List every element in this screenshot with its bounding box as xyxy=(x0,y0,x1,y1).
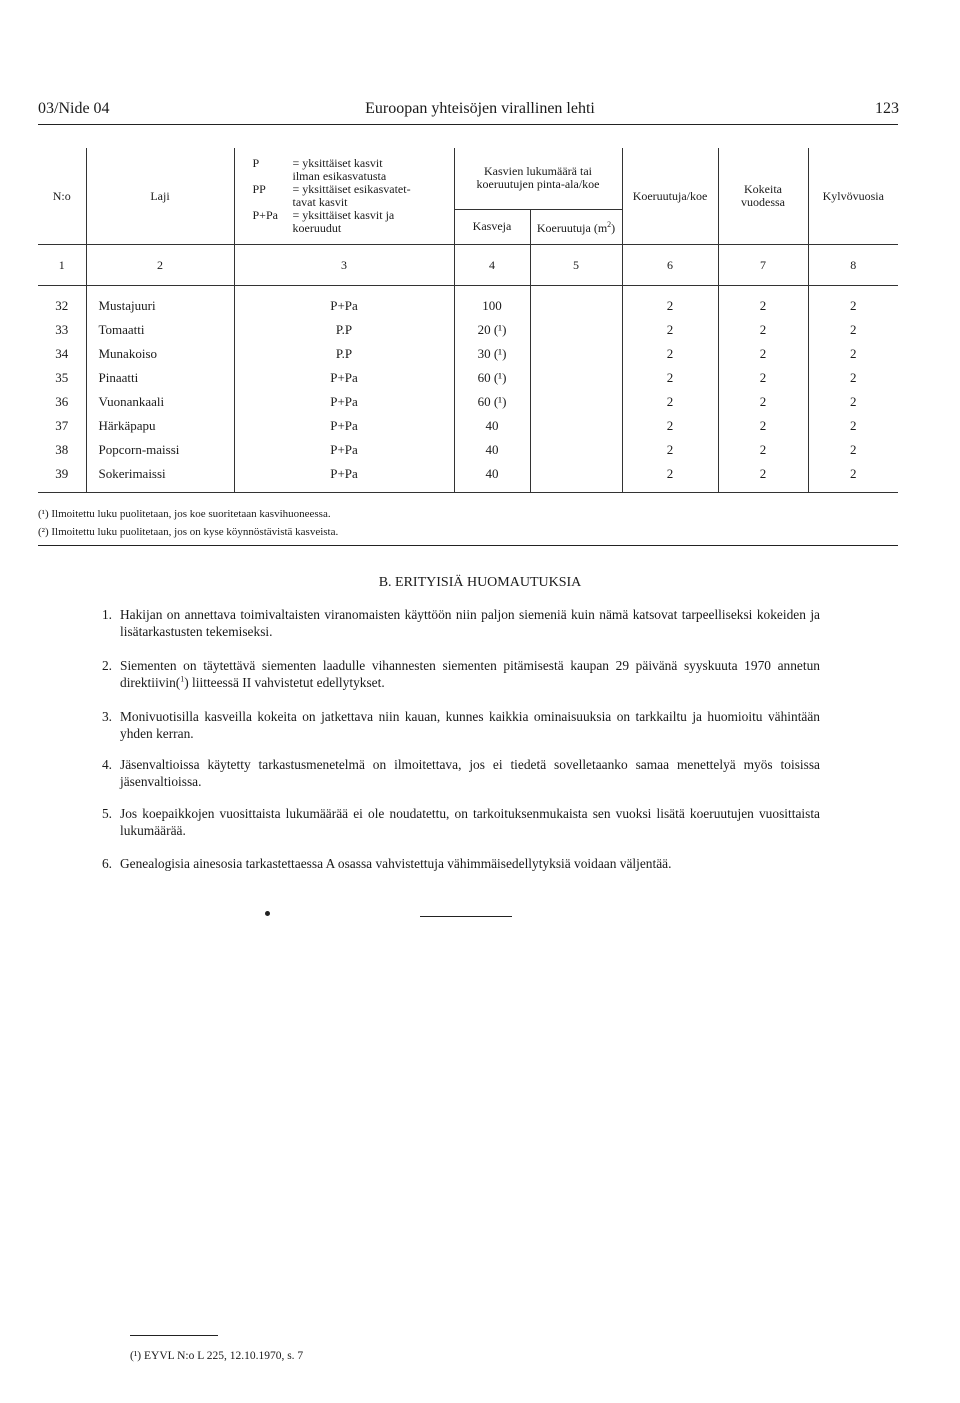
row-type: P+Pa xyxy=(234,366,454,390)
footnote-rule xyxy=(38,545,898,546)
row-kokeita: 2 xyxy=(718,414,808,438)
journal-title: Euroopan yhteisöjen virallinen lehti xyxy=(365,100,595,117)
row-kylvo: 2 xyxy=(808,390,898,414)
table-footnote-2: (²) Ilmoitettu luku puolitetaan, jos on kyse köynnöstävistä kasveista. xyxy=(38,526,339,538)
row-type: P+Pa xyxy=(234,414,454,438)
row-type: P+Pa xyxy=(234,286,454,319)
table-row xyxy=(38,366,898,390)
table-row xyxy=(38,318,898,342)
header-koeruutuja-m2: Koeruutuja $(m^2)$ xyxy=(530,209,622,244)
row-kasveja: 100 xyxy=(454,286,530,319)
header-kylvovuosia: Kylvövuosia xyxy=(808,148,898,245)
row-koeruutuja xyxy=(530,366,622,390)
paragraph: 5. Jos koepaikkojen vuosittaista lukumäärää ei ole noudatettu, on tarkoituksenmukaista sen vuoksi lisätä koeruutujen vuosittaista lukumäärää. xyxy=(101,806,820,838)
row-kylvo: 2 xyxy=(808,366,898,390)
end-rule xyxy=(420,916,512,917)
row-kokeita: 2 xyxy=(718,342,808,366)
row-no: 32 xyxy=(55,298,69,313)
row-no: 35 xyxy=(55,370,69,385)
bottom-footnote: (¹) EYVL N:o L 225, 12.10.1970, s. 7 xyxy=(130,1350,304,1362)
table-footnote-1: (¹) Ilmoitettu luku puolitetaan, jos koe suoritetaan kasvihuoneessa. xyxy=(38,508,331,520)
table-row xyxy=(38,438,898,462)
row-laji: Vuonankaali xyxy=(86,390,234,414)
row-per-koe: 2 xyxy=(622,318,718,342)
paragraph: 6. Genealogisia ainesosia tarkastettaessa A osassa vahvistettuja vähimmäisedellytyksiä voidaan väljentää. xyxy=(101,856,672,871)
row-kokeita: 2 xyxy=(718,438,808,462)
header-no: N:o xyxy=(52,188,71,203)
row-kylvo: 2 xyxy=(808,342,898,366)
row-kylvo: 2 xyxy=(808,462,898,493)
row-kokeita: 2 xyxy=(718,286,808,319)
row-koeruutuja xyxy=(530,462,622,493)
row-laji: Sokerimaissi xyxy=(86,462,234,493)
row-kylvo: 2 xyxy=(808,438,898,462)
paragraph: 4. Jäsenvaltioissa käytetty tarkastusmenetelmä on ilmoitettava, jos ei tiedetä sovelletaanko samaa menettelyä myös toisissa jäsenvaltioissa. xyxy=(101,757,820,789)
table-row xyxy=(38,390,898,414)
row-per-koe: 2 xyxy=(622,462,718,493)
row-per-koe: 2 xyxy=(622,414,718,438)
col-number: 5 xyxy=(530,245,622,286)
table-row xyxy=(38,462,898,493)
row-koeruutuja xyxy=(530,342,622,366)
legend-line: koeruudut xyxy=(292,221,342,235)
row-no: 36 xyxy=(55,394,69,409)
paragraph: 3. Monivuotisilla kasveilla kokeita on jatkettava niin kauan, kunnes kaikkia ominaisuuksia on tarkkailtu ja huomioitu vähintään yhden kerran. xyxy=(101,709,820,741)
legend-line: ilman esikasvatusta xyxy=(292,169,387,183)
row-kokeita: 2 xyxy=(718,462,808,493)
row-kasveja: 30 (¹) xyxy=(454,342,530,366)
page-number: 123 xyxy=(875,100,899,117)
bottom-footnote-rule xyxy=(130,1335,218,1336)
col-number: 4 xyxy=(454,245,530,286)
row-kylvo: 2 xyxy=(808,318,898,342)
journal-volume: 03/Nide 04 xyxy=(38,100,110,117)
row-kasveja: 40 xyxy=(454,438,530,462)
table-row xyxy=(38,342,898,366)
row-kokeita: 2 xyxy=(718,390,808,414)
row-kylvo: 2 xyxy=(808,286,898,319)
row-per-koe: 2 xyxy=(622,286,718,319)
section-title: B. ERITYISIÄ HUOMAUTUKSIA xyxy=(378,575,582,590)
col-number: 2 xyxy=(86,245,234,286)
row-koeruutuja xyxy=(530,438,622,462)
row-no: 37 xyxy=(55,418,69,433)
row-koeruutuja xyxy=(530,286,622,319)
row-kylvo: 2 xyxy=(808,414,898,438)
row-kasveja: 40 xyxy=(454,462,530,493)
header-kokeita: Kokeita vuodessa xyxy=(718,148,808,245)
header-kasveja: Kasveja xyxy=(454,209,530,244)
row-kasveja: 60 (¹) xyxy=(454,366,530,390)
row-per-koe: 2 xyxy=(622,366,718,390)
row-per-koe: 2 xyxy=(622,390,718,414)
end-dot xyxy=(265,911,270,916)
row-laji: Tomaatti xyxy=(86,318,234,342)
legend-line: P+Pa = yksittäiset kasvit ja xyxy=(252,208,395,222)
col-number: 6 xyxy=(622,245,718,286)
row-type: P+Pa xyxy=(234,390,454,414)
legend-line: PP = yksittäiset esikasvatet- xyxy=(252,182,411,196)
col-number: 8 xyxy=(808,245,898,286)
row-type: P.P xyxy=(234,318,454,342)
header-koeruutuja-koe: Koeruutuja/koe xyxy=(622,148,718,245)
row-laji: Pinaatti xyxy=(86,366,234,390)
row-type: P.P xyxy=(234,342,454,366)
col-number: 3 xyxy=(234,245,454,286)
row-laji: Munakoiso xyxy=(86,342,234,366)
header-legend xyxy=(234,148,454,245)
row-no: 33 xyxy=(55,322,69,337)
row-type: P+Pa xyxy=(234,438,454,462)
row-laji: Popcorn-maissi xyxy=(86,438,234,462)
row-kokeita: 2 xyxy=(718,318,808,342)
legend-line: tavat kasvit xyxy=(292,195,348,209)
varieties-table xyxy=(38,148,898,493)
row-type: P+Pa xyxy=(234,462,454,493)
paragraph: 1. Hakijan on annettava toimivaltaisten viranomaisten käyttöön niin paljon siemeniä kuin nämä katsovat tarpeelliseksi kokeiden ja lisätarkastusten tekemiseksi. xyxy=(101,607,820,639)
header-group-count: Kasvien lukumäärä tai koeruutujen pinta-ala/koe xyxy=(454,148,622,209)
paragraph: 2. Siementen on täytettävä siementen laadulle vihannesten siementen pitämisestä kaupan 29 päivänä syyskuuta 1970 annetun direktiivin($^1$) liitteessä II vahvistetut edellytykset. xyxy=(101,658,820,690)
row-laji: Härkäpapu xyxy=(86,414,234,438)
row-koeruutuja xyxy=(530,318,622,342)
row-no: 38 xyxy=(55,442,69,457)
row-per-koe: 2 xyxy=(622,342,718,366)
row-kokeita: 2 xyxy=(718,366,808,390)
row-koeruutuja xyxy=(530,414,622,438)
row-kasveja: 20 (¹) xyxy=(454,318,530,342)
header-rule xyxy=(38,124,898,125)
row-kasveja: 40 xyxy=(454,414,530,438)
table-row xyxy=(38,286,898,319)
col-number: 7 xyxy=(718,245,808,286)
table-row xyxy=(38,414,898,438)
row-no: 39 xyxy=(55,466,69,481)
col-number: 1 xyxy=(38,245,86,286)
row-kasveja: 60 (¹) xyxy=(454,390,530,414)
header-laji: Laji xyxy=(86,148,234,245)
row-laji: Mustajuuri xyxy=(86,286,234,319)
row-koeruutuja xyxy=(530,390,622,414)
row-no: 34 xyxy=(55,346,69,361)
legend-line: P = yksittäiset kasvit xyxy=(252,156,383,170)
row-per-koe: 2 xyxy=(622,438,718,462)
